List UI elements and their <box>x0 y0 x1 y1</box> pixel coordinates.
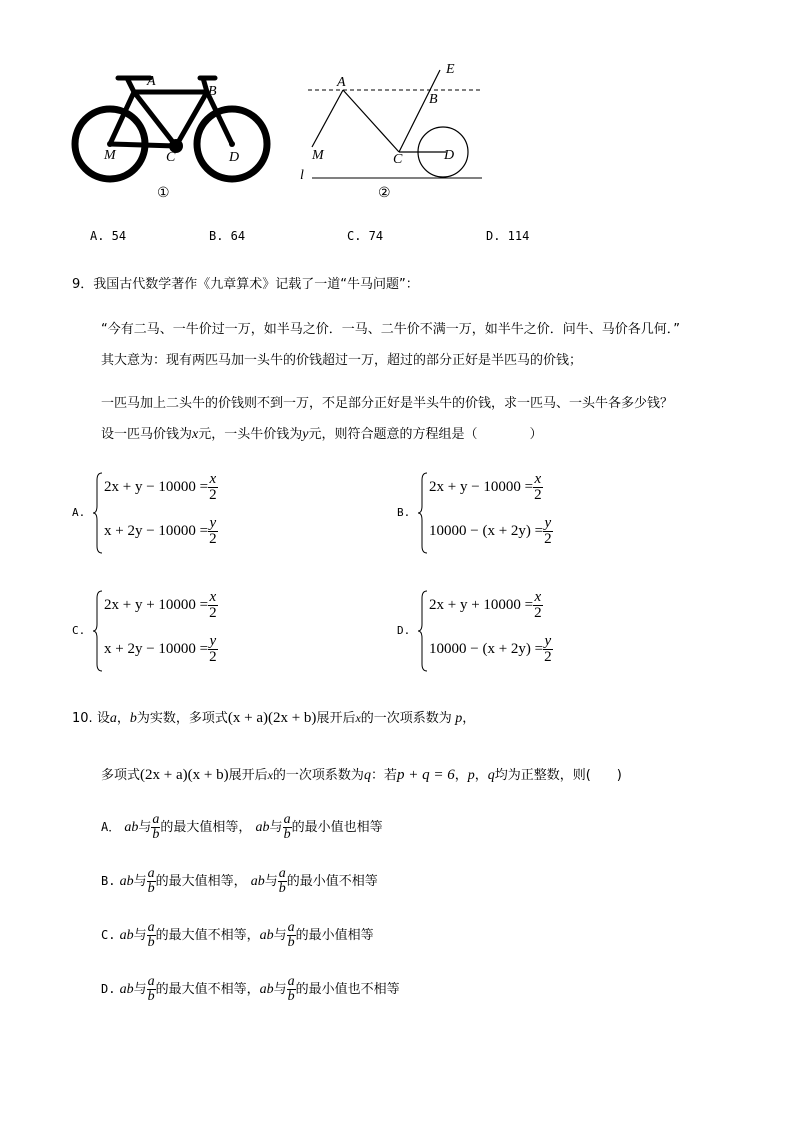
frac-num: a <box>147 920 155 935</box>
ab: ab <box>119 928 134 943</box>
text: ， <box>454 768 468 783</box>
text: 均为正整数，则( ) <box>494 768 622 783</box>
ab: ab <box>250 874 265 889</box>
text: 展开后 <box>316 711 356 726</box>
frac-num: a <box>283 812 291 827</box>
frac-den: b <box>287 935 295 950</box>
eq-lhs: 2x + y − 10000 = <box>429 478 534 495</box>
condition: p + q = 6 <box>396 767 455 783</box>
text: 与 <box>138 820 152 835</box>
segments <box>312 70 446 152</box>
text: ， <box>462 711 476 726</box>
text: 的最小值相等 <box>295 928 374 943</box>
text: 与 <box>133 982 147 997</box>
fig1-label-A: A <box>147 74 156 89</box>
text: 的最大值相等， <box>155 874 247 889</box>
q9-option-b-eq2 <box>429 516 553 547</box>
text: 与 <box>133 874 147 889</box>
var-a: a <box>109 711 117 726</box>
text: ， <box>116 711 130 726</box>
frac-den: 2 <box>209 605 217 621</box>
frac-num: a <box>147 974 155 989</box>
ab: ab <box>119 982 134 997</box>
text: 展开后 <box>228 768 268 783</box>
fig2-label-E: E <box>446 62 455 77</box>
bicycle-front-hub <box>229 141 235 147</box>
fig2-label-C: C <box>393 152 403 167</box>
eq-lhs: 10000 − (x + 2y) = <box>429 640 544 657</box>
frac-num: y <box>544 515 552 531</box>
frac-num: x <box>209 589 217 605</box>
poly-1: (x + a)(2x + b) <box>227 710 317 726</box>
brace-icon <box>417 590 429 672</box>
q10-option-c <box>101 921 374 950</box>
q9-option-c-eq2 <box>104 634 218 665</box>
q9-option-a-label: A. <box>72 506 86 519</box>
fig2-caption: ② <box>378 185 391 201</box>
fig2-label-l: l <box>300 168 304 183</box>
fig2-label-A: A <box>337 75 346 90</box>
brace-icon <box>92 590 104 672</box>
text: 的最大值相等， <box>160 820 252 835</box>
fig2-label-M: M <box>312 148 324 163</box>
eq-lhs: 2x + y + 10000 = <box>104 596 209 613</box>
eq-lhs: x + 2y − 10000 = <box>104 522 209 539</box>
q9-option-b-eq1 <box>429 472 543 503</box>
q9-setup-mid: 元，一头牛价钱为 <box>198 427 303 442</box>
frac-num: y <box>209 515 217 531</box>
bicycle-figure <box>70 68 275 188</box>
option-label: A． <box>101 820 121 834</box>
text: 与 <box>133 928 147 943</box>
fig2-label-D: D <box>444 148 455 163</box>
q10-option-d <box>101 975 400 1004</box>
fig1-caption: ① <box>157 185 170 201</box>
q9-option-a-eq2 <box>104 516 218 547</box>
frac-den: b <box>287 989 295 1004</box>
frac-den: b <box>152 827 160 842</box>
frac-den: b <box>147 881 155 896</box>
frac-den: 2 <box>544 649 552 665</box>
q9-quote: “今有二马、一牛价过一万，如半马之价．一马、二牛价不满一万，如半牛之价．问牛、马价各几何．” <box>101 322 680 337</box>
eq-lhs: 2x + y − 10000 = <box>104 478 209 495</box>
var-p: p <box>467 768 475 783</box>
ab: ab <box>255 820 270 835</box>
text: ， <box>474 768 488 783</box>
q9-option-d-eq1 <box>429 590 543 621</box>
eq-lhs: 2x + y + 10000 = <box>429 596 534 613</box>
q9-setup-post: 元，则符合题意的方程组是（ ） <box>308 427 543 442</box>
fig2-label-B: B <box>429 92 438 107</box>
text: 与 <box>269 820 283 835</box>
var-x: x <box>267 768 273 782</box>
q9-option-c-eq1 <box>104 590 218 621</box>
q9-stem <box>72 273 419 292</box>
fig1-label-C: C <box>166 150 176 165</box>
var-b: b <box>129 711 137 726</box>
frac-den: b <box>147 935 155 950</box>
fig1-label-D: D <box>229 150 240 165</box>
frac-den: 2 <box>209 531 217 547</box>
frac-num: a <box>147 866 155 881</box>
eq-lhs: 10000 − (x + 2y) = <box>429 522 544 539</box>
frac-num: y <box>209 633 217 649</box>
q8-option-c: C. 74 <box>347 229 384 243</box>
text: 与 <box>273 982 287 997</box>
var-x: x <box>192 427 199 442</box>
option-label: C. <box>101 928 116 942</box>
frac-den: 2 <box>534 605 542 621</box>
brace-icon <box>417 472 429 554</box>
frac-den: 2 <box>209 649 217 665</box>
q10-line-2 <box>101 764 622 784</box>
var-p: p <box>455 711 463 726</box>
ab: ab <box>259 928 274 943</box>
q9-option-b-label: B. <box>397 506 411 519</box>
frac-num: x <box>209 471 217 487</box>
q8-option-a: A. 54 <box>90 229 127 243</box>
q9-stem-text: 我国古代数学著作《九章算术》记载了一道“牛马问题”： <box>93 277 419 292</box>
frac-num: a <box>278 866 286 881</box>
text: 的一次项系数为 <box>360 711 452 726</box>
q9-meaning-1: 其大意为：现有两匹马加一头牛的价钱超过一万，超过的部分正好是半匹马的价钱； <box>101 353 583 368</box>
q9-meaning-2: 一匹马加上二头牛的价钱则不到一万，不足部分正好是半头牛的价钱，求一匹马、一头牛各多少钱？ <box>101 396 674 411</box>
text: 多项式 <box>101 768 141 783</box>
text: 的最小值也相等 <box>291 820 383 835</box>
q9-option-d-label: D. <box>397 624 411 637</box>
q10-line-1 <box>72 707 475 727</box>
frac-den: 2 <box>544 531 552 547</box>
q8-option-d: D. 114 <box>486 229 530 243</box>
q9-number: 9． <box>72 277 94 292</box>
text: 为实数，多项式 <box>136 711 228 726</box>
text: 与 <box>273 928 287 943</box>
q9-option-d-eq2 <box>429 634 553 665</box>
q9-option-a-eq1 <box>104 472 218 503</box>
poly-2: (2x + a)(x + b) <box>140 767 229 783</box>
brace-icon <box>92 472 104 554</box>
q10-option-b <box>101 867 378 896</box>
text: 的最小值不相等 <box>286 874 378 889</box>
frac-den: 2 <box>209 487 217 503</box>
q10-number: 10. <box>72 711 93 726</box>
ab: ab <box>119 874 134 889</box>
q9-setup <box>101 423 542 443</box>
frac-num: y <box>544 633 552 649</box>
text: 与 <box>264 874 278 889</box>
text: 的一次项系数为 <box>272 768 364 783</box>
ab: ab <box>124 820 139 835</box>
q9-setup-pre: 设一匹马价钱为 <box>101 427 193 442</box>
eq-lhs: x + 2y − 10000 = <box>104 640 209 657</box>
fig1-label-M: M <box>104 148 116 163</box>
frac-num: a <box>152 812 160 827</box>
frac-den: b <box>283 827 291 842</box>
q9-option-c-label: C. <box>72 624 86 637</box>
fig1-label-B: B <box>208 84 217 99</box>
text: 设 <box>96 711 110 726</box>
text: 的最大值不相等， <box>155 928 260 943</box>
text: 的最大值不相等， <box>155 982 260 997</box>
frac-num: x <box>534 471 542 487</box>
text: ：若 <box>370 768 397 783</box>
ab: ab <box>259 982 274 997</box>
option-label: B. <box>101 874 116 888</box>
frac-num: a <box>287 974 295 989</box>
q10-option-a <box>101 813 383 842</box>
option-label: D. <box>101 982 116 996</box>
frac-num: x <box>534 589 542 605</box>
text: 的最小值也不相等 <box>295 982 400 997</box>
frac-den: b <box>147 989 155 1004</box>
frac-den: 2 <box>534 487 542 503</box>
frac-den: b <box>278 881 286 896</box>
var-x: x <box>355 711 361 725</box>
var-q: q <box>363 768 371 783</box>
frac-num: a <box>287 920 295 935</box>
bicycle-rear-hub <box>107 141 113 147</box>
var-q: q <box>487 768 495 783</box>
var-y: y <box>302 427 309 442</box>
q8-option-b: B. 64 <box>209 229 246 243</box>
